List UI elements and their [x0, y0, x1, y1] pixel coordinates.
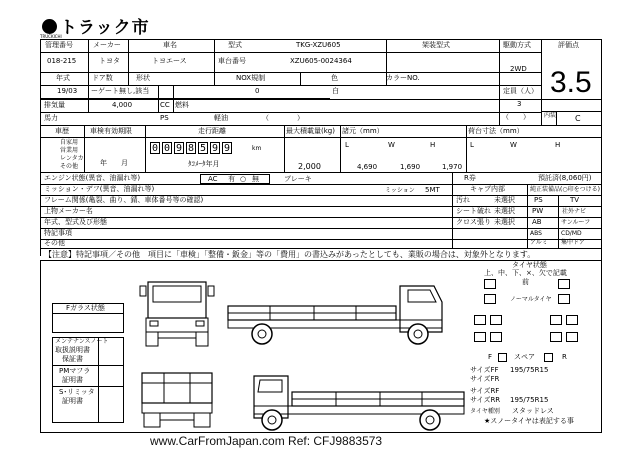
pm-cert: 証明書 [62, 376, 83, 384]
hist-business: 営業用 [60, 147, 79, 154]
equip-cd: CD/MD [561, 230, 582, 237]
inspect-date-label: 車検有効期限 [90, 127, 132, 135]
maint-label: メンテナンスノート [55, 338, 109, 345]
mileage-label: 走行距離 [198, 127, 226, 135]
col-drive: 駆動方式 [503, 41, 531, 49]
equip-ps: PS [534, 196, 543, 204]
notes-text: 【注意】特記事項／その他 項目に「車検」「整備・鈑金」等の「費用」の書込みがあったとしても、業販の場合は、対象外となります。 [44, 250, 536, 259]
equip-ab: AB [532, 218, 542, 226]
tear-label: シート破れ [456, 207, 491, 215]
max-load: 2,000 [298, 162, 321, 171]
bed-l-label: L [470, 141, 474, 149]
bed-label: 荷台寸法（mm） [468, 127, 524, 135]
dim-h-label: H [430, 141, 436, 149]
odo-digit: 5 [199, 143, 207, 154]
inner-label: 内装 [544, 112, 557, 119]
truck-side-opposite-icon [250, 362, 472, 437]
color-label: 色 [331, 74, 338, 82]
chassis-label: 車台番号 [218, 57, 246, 65]
score: 3.5 [550, 66, 592, 99]
equip-tv: TV [570, 196, 580, 204]
doors-label: ドア数 [92, 74, 113, 82]
odo-digit: 8 [187, 143, 195, 154]
col-maker: メーカー [93, 41, 121, 49]
bed-w-label: W [510, 141, 517, 149]
tyre-front: 前 [522, 278, 529, 286]
ps-unit: PS [160, 114, 169, 122]
cc-unit: CC [160, 101, 170, 109]
dim-h: 1,970 [442, 163, 463, 171]
hist-other: その他 [60, 163, 79, 170]
dims-label: 諸元（mm） [342, 127, 384, 135]
odo-digit: 9 [175, 143, 183, 154]
logo-sub: TRUCKICHI [40, 34, 62, 39]
warranty-label: 保証書 [62, 355, 83, 363]
power-label: 馬力 [44, 114, 58, 122]
displacement-label: 排気量 [44, 101, 65, 109]
max-load-label: 最大積載量(kg) [286, 127, 335, 135]
equip-pw: PW [532, 207, 544, 215]
size-rf-label: サイズRF [470, 387, 500, 395]
pm-label: PMマフラ [59, 367, 91, 375]
cab-label: キャブ内部 [470, 185, 505, 193]
dim-w: 1,690 [400, 163, 421, 171]
tyre-rl1 [474, 315, 486, 325]
col-body-model: 架装型式 [422, 41, 450, 49]
tear-val: 未選択 [494, 207, 515, 215]
capacity-label: 定員（人） [503, 87, 538, 95]
inner-grade: C [575, 114, 581, 123]
truck-rear-icon [136, 365, 216, 435]
tyre-fr2 [558, 294, 570, 304]
col-model: 型式 [228, 41, 242, 49]
capacity: 3 [517, 100, 522, 108]
logo-icon [42, 19, 57, 34]
size-rr: 195/75R15 [510, 396, 549, 404]
logo-text: トラック市 [60, 18, 150, 38]
shape: ーゲート無し,該当 [91, 87, 150, 95]
glass-label: Fガラス状態 [66, 304, 105, 312]
odo-digit: 0 [151, 143, 159, 154]
slim-cert: 証明書 [62, 397, 83, 405]
tyre-title: タイヤ状態 [512, 261, 547, 269]
tyre-hint: 上、中、下、×、欠で記載 [484, 269, 567, 277]
ac-label: AC [208, 175, 218, 183]
ac-yes: 有 [228, 175, 235, 183]
recycle-label: R券 [464, 174, 476, 182]
tyre-rl3 [474, 332, 486, 342]
tyre-note: ★スノータイヤは表記する事 [484, 417, 574, 425]
equip-keyless: 集中ドア [561, 239, 585, 246]
truck-front-icon [136, 278, 216, 353]
hist-rental: レンタカ [60, 155, 84, 162]
odo-digit: 9 [223, 143, 231, 154]
check-upper: 上物メーカー名 [44, 207, 93, 215]
col-score: 評価点 [558, 41, 579, 49]
check-other: その他 [44, 239, 65, 247]
year-label: 年式 [56, 74, 70, 82]
model-code: TKG-XZU605 [296, 41, 341, 49]
vehicle-name: トヨエース [152, 57, 187, 65]
cross-val: 未選択 [494, 218, 515, 226]
equip-alumi: アルミ [530, 239, 548, 246]
watermark: www.CarFromJapan.com Ref: CFJ9883573 [150, 434, 383, 448]
tacho-label: ﾀｺﾒｰﾀ年月 [188, 160, 220, 168]
tyre-normal: ノーマルタイヤ [510, 296, 552, 303]
displacement: 4,000 [112, 101, 133, 109]
dim-l-label: L [345, 141, 349, 149]
tyre-fl2 [484, 294, 496, 304]
equip-navi: 社外ナビ [562, 208, 587, 215]
chassis-no: XZU605-0024364 [290, 57, 352, 65]
ac-no: 無 [252, 175, 259, 183]
dirt-val: 未選択 [494, 196, 515, 204]
tyre-rr4 [566, 332, 578, 342]
mission-val: 5MT [425, 186, 440, 194]
drive: 2WD [510, 65, 527, 73]
equip-label: 純正装備品(○印をつける) [530, 186, 600, 193]
spare-r-box [544, 353, 553, 362]
cross-label: クロス張り [456, 218, 491, 226]
equip-sunroof: サンルーフ [561, 219, 591, 226]
check-model-spec: 年式、型式及び形態 [44, 218, 107, 226]
year: 19/03 [57, 87, 78, 95]
tyre-rr2 [566, 315, 578, 325]
check-frame: フレーム関係(亀裂、曲り、錆、車体番号等の確認) [44, 196, 204, 204]
col-name: 車名 [163, 41, 177, 49]
nox: 0 [255, 87, 260, 95]
mgmt-no: 018-215 [47, 57, 77, 65]
tyre-rl4 [490, 332, 502, 342]
check-mission: ミッション・デフ(異音、油漏れ等) [44, 185, 155, 193]
brake-label: ブレーキ [284, 175, 312, 183]
tyre-rl2 [490, 315, 502, 325]
shape-label: 形状 [136, 74, 150, 82]
maker: トヨタ [99, 57, 120, 65]
size-rr-label: サイズRR [470, 396, 501, 404]
fuel-label: 燃料 [175, 101, 189, 109]
fuel-paren: （ ） [262, 114, 304, 122]
spare-f-box [498, 353, 507, 362]
history-label: 車歴 [55, 127, 69, 135]
tyre-r-label: R [562, 353, 567, 361]
color: 白 [332, 87, 339, 95]
ac-mark: ○ [240, 175, 247, 183]
size-fr-label: サイズFR [470, 375, 500, 383]
dim-l: 4,690 [357, 163, 378, 171]
km-unit: km [252, 145, 262, 152]
tyre-fr [558, 279, 570, 289]
slim-label: S･リミッタ [59, 388, 95, 396]
check-engine: エンジン状態(異音、油漏れ等) [44, 174, 141, 182]
mission-label: ミッション [385, 187, 415, 194]
equip-abs: ABS [530, 230, 542, 237]
fuel: 軽油 [214, 114, 228, 122]
check-special: 特記事項 [44, 229, 72, 237]
dim-w-label: W [388, 141, 395, 149]
hist-private: 自家用 [60, 139, 79, 146]
tyre-fl [484, 279, 496, 289]
manual-label: 取扱説明書 [55, 346, 90, 354]
tyre-type: スタッドレス [512, 407, 554, 415]
inspect-date: 年 月 [100, 159, 128, 167]
truck-side-icon [224, 276, 452, 351]
tyre-rr1 [550, 315, 562, 325]
size-ff: 195/75R15 [510, 366, 549, 374]
bed-h-label: H [555, 141, 561, 149]
col-mgmt-no: 管理番号 [45, 41, 73, 49]
color-no-label: カラーNO. [386, 74, 420, 82]
odo-digit: 9 [211, 143, 219, 154]
dirt-label: 汚れ [456, 196, 470, 204]
tyre-type-label: タイヤ種別 [470, 408, 500, 415]
tyre-f-label: F [488, 353, 493, 361]
tyre-spare-label: スペア [514, 353, 535, 361]
tyre-rr3 [550, 332, 562, 342]
capacity-paren: （ ） [502, 113, 530, 121]
odo-digit: 0 [163, 143, 171, 154]
size-ff-label: サイズFF [470, 366, 499, 374]
recycle-fee: 預託済(8,060円) [538, 174, 592, 182]
nox-label: NOX規制 [236, 74, 266, 82]
